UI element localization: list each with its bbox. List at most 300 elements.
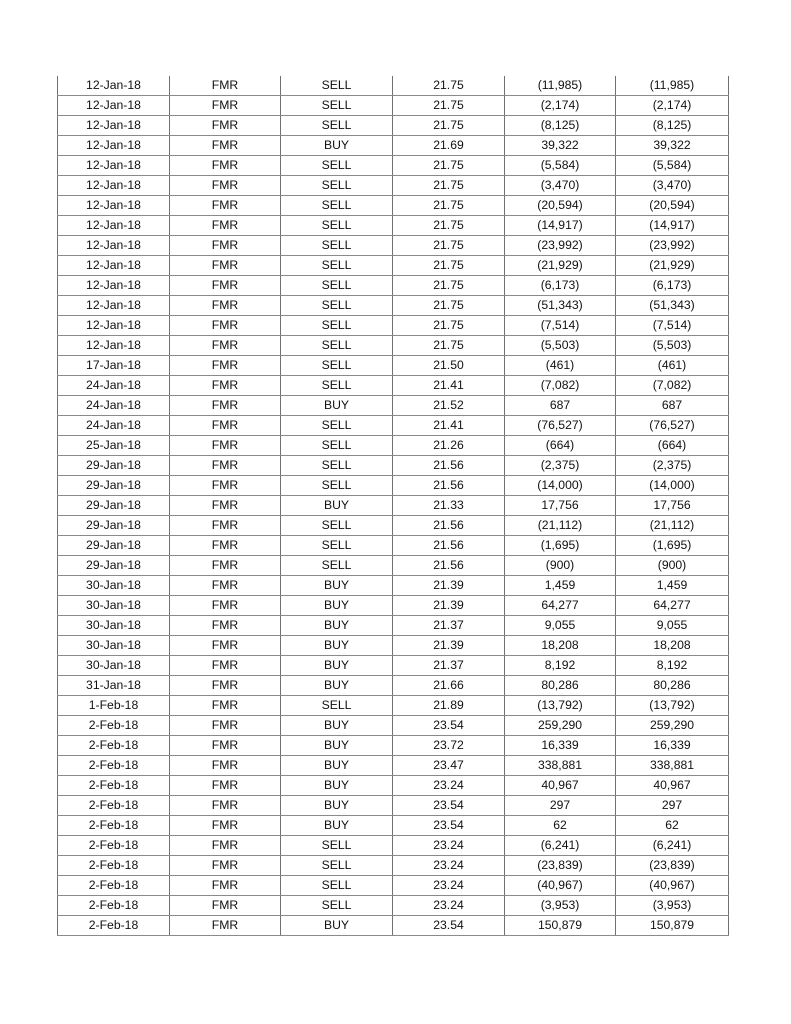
table-row <box>58 156 729 176</box>
table-row <box>58 376 729 396</box>
action-cell: SELL <box>281 556 393 576</box>
table-row <box>58 716 729 736</box>
net-shares-cell: (21,929) <box>616 256 729 276</box>
net-shares-cell: (664) <box>616 436 729 456</box>
action-cell: SELL <box>281 156 393 176</box>
holder-cell: FMR <box>170 876 281 896</box>
holder-cell: FMR <box>170 696 281 716</box>
net-shares-cell: (14,000) <box>616 476 729 496</box>
date-cell: 2-Feb-18 <box>58 776 170 796</box>
shares-cell: (6,241) <box>505 836 616 856</box>
action-cell: SELL <box>281 296 393 316</box>
date-cell: 29-Jan-18 <box>58 456 170 476</box>
price-cell: 21.75 <box>393 216 505 236</box>
shares-cell: (2,375) <box>505 456 616 476</box>
action-cell: SELL <box>281 336 393 356</box>
price-cell: 23.24 <box>393 776 505 796</box>
date-cell: 2-Feb-18 <box>58 876 170 896</box>
shares-cell: 64,277 <box>505 596 616 616</box>
shares-cell: 40,967 <box>505 776 616 796</box>
date-cell: 31-Jan-18 <box>58 676 170 696</box>
holder-cell: FMR <box>170 216 281 236</box>
date-cell: 24-Jan-18 <box>58 376 170 396</box>
table-row <box>58 276 729 296</box>
shares-cell: (21,929) <box>505 256 616 276</box>
action-cell: BUY <box>281 776 393 796</box>
date-cell: 2-Feb-18 <box>58 736 170 756</box>
table-row <box>58 336 729 356</box>
holder-cell: FMR <box>170 136 281 156</box>
action-cell: BUY <box>281 496 393 516</box>
action-cell: BUY <box>281 616 393 636</box>
net-shares-cell: (13,792) <box>616 696 729 716</box>
holder-cell: FMR <box>170 656 281 676</box>
price-cell: 21.75 <box>393 316 505 336</box>
shares-cell: (23,992) <box>505 236 616 256</box>
action-cell: SELL <box>281 696 393 716</box>
date-cell: 2-Feb-18 <box>58 756 170 776</box>
net-shares-cell: 17,756 <box>616 496 729 516</box>
shares-cell: 1,459 <box>505 576 616 596</box>
price-cell: 21.41 <box>393 416 505 436</box>
holder-cell: FMR <box>170 736 281 756</box>
date-cell: 12-Jan-18 <box>58 236 170 256</box>
shares-cell: (14,000) <box>505 476 616 496</box>
price-cell: 23.54 <box>393 796 505 816</box>
holder-cell: FMR <box>170 716 281 736</box>
table-row <box>58 856 729 876</box>
table-row <box>58 816 729 836</box>
date-cell: 2-Feb-18 <box>58 836 170 856</box>
action-cell: SELL <box>281 96 393 116</box>
date-cell: 12-Jan-18 <box>58 156 170 176</box>
price-cell: 21.75 <box>393 236 505 256</box>
price-cell: 21.39 <box>393 596 505 616</box>
action-cell: SELL <box>281 376 393 396</box>
price-cell: 21.56 <box>393 556 505 576</box>
table-row <box>58 556 729 576</box>
holder-cell: FMR <box>170 156 281 176</box>
shares-cell: (14,917) <box>505 216 616 236</box>
holder-cell: FMR <box>170 356 281 376</box>
net-shares-cell: 150,879 <box>616 916 729 936</box>
date-cell: 30-Jan-18 <box>58 576 170 596</box>
shares-cell: 150,879 <box>505 916 616 936</box>
action-cell: BUY <box>281 136 393 156</box>
price-cell: 21.66 <box>393 676 505 696</box>
action-cell: BUY <box>281 636 393 656</box>
shares-cell: 687 <box>505 396 616 416</box>
trade-table <box>57 76 729 936</box>
price-cell: 21.56 <box>393 456 505 476</box>
net-shares-cell: 62 <box>616 816 729 836</box>
table-row <box>58 596 729 616</box>
table-row <box>58 796 729 816</box>
table-row <box>58 96 729 116</box>
shares-cell: 18,208 <box>505 636 616 656</box>
action-cell: SELL <box>281 216 393 236</box>
price-cell: 21.56 <box>393 476 505 496</box>
date-cell: 2-Feb-18 <box>58 716 170 736</box>
price-cell: 21.75 <box>393 76 505 96</box>
net-shares-cell: 8,192 <box>616 656 729 676</box>
net-shares-cell: (5,584) <box>616 156 729 176</box>
date-cell: 17-Jan-18 <box>58 356 170 376</box>
shares-cell: (3,953) <box>505 896 616 916</box>
shares-cell: (8,125) <box>505 116 616 136</box>
table-row <box>58 296 729 316</box>
holder-cell: FMR <box>170 816 281 836</box>
action-cell: BUY <box>281 916 393 936</box>
date-cell: 12-Jan-18 <box>58 96 170 116</box>
shares-cell: (51,343) <box>505 296 616 316</box>
shares-cell: (40,967) <box>505 876 616 896</box>
price-cell: 21.75 <box>393 296 505 316</box>
net-shares-cell: 9,055 <box>616 616 729 636</box>
action-cell: BUY <box>281 676 393 696</box>
date-cell: 12-Jan-18 <box>58 196 170 216</box>
shares-cell: (5,503) <box>505 336 616 356</box>
action-cell: SELL <box>281 316 393 336</box>
date-cell: 25-Jan-18 <box>58 436 170 456</box>
price-cell: 21.89 <box>393 696 505 716</box>
table-row <box>58 396 729 416</box>
date-cell: 29-Jan-18 <box>58 516 170 536</box>
net-shares-cell: (40,967) <box>616 876 729 896</box>
action-cell: SELL <box>281 536 393 556</box>
shares-cell: (1,695) <box>505 536 616 556</box>
holder-cell: FMR <box>170 76 281 96</box>
net-shares-cell: (23,839) <box>616 856 729 876</box>
table-row <box>58 256 729 276</box>
net-shares-cell: (2,375) <box>616 456 729 476</box>
net-shares-cell: (23,992) <box>616 236 729 256</box>
action-cell: SELL <box>281 256 393 276</box>
net-shares-cell: (2,174) <box>616 96 729 116</box>
shares-cell: (21,112) <box>505 516 616 536</box>
net-shares-cell: (76,527) <box>616 416 729 436</box>
date-cell: 30-Jan-18 <box>58 656 170 676</box>
table-row <box>58 476 729 496</box>
date-cell: 12-Jan-18 <box>58 76 170 96</box>
table-row <box>58 636 729 656</box>
price-cell: 21.75 <box>393 116 505 136</box>
table-row <box>58 676 729 696</box>
net-shares-cell: 259,290 <box>616 716 729 736</box>
price-cell: 21.75 <box>393 156 505 176</box>
holder-cell: FMR <box>170 536 281 556</box>
action-cell: SELL <box>281 876 393 896</box>
net-shares-cell: (900) <box>616 556 729 576</box>
action-cell: SELL <box>281 436 393 456</box>
table-row <box>58 176 729 196</box>
holder-cell: FMR <box>170 176 281 196</box>
net-shares-cell: 64,277 <box>616 596 729 616</box>
net-shares-cell: (3,470) <box>616 176 729 196</box>
net-shares-cell: (51,343) <box>616 296 729 316</box>
holder-cell: FMR <box>170 296 281 316</box>
shares-cell: (76,527) <box>505 416 616 436</box>
holder-cell: FMR <box>170 896 281 916</box>
price-cell: 21.26 <box>393 436 505 456</box>
price-cell: 21.37 <box>393 616 505 636</box>
holder-cell: FMR <box>170 856 281 876</box>
table-row <box>58 876 729 896</box>
price-cell: 21.52 <box>393 396 505 416</box>
shares-cell: 17,756 <box>505 496 616 516</box>
trade-table-body <box>58 76 729 936</box>
date-cell: 12-Jan-18 <box>58 216 170 236</box>
price-cell: 23.54 <box>393 916 505 936</box>
holder-cell: FMR <box>170 916 281 936</box>
net-shares-cell: 18,208 <box>616 636 729 656</box>
shares-cell: 9,055 <box>505 616 616 636</box>
table-row <box>58 756 729 776</box>
action-cell: BUY <box>281 756 393 776</box>
shares-cell: (900) <box>505 556 616 576</box>
date-cell: 2-Feb-18 <box>58 816 170 836</box>
holder-cell: FMR <box>170 516 281 536</box>
price-cell: 21.69 <box>393 136 505 156</box>
shares-cell: 62 <box>505 816 616 836</box>
date-cell: 24-Jan-18 <box>58 396 170 416</box>
price-cell: 23.24 <box>393 856 505 876</box>
net-shares-cell: (11,985) <box>616 76 729 96</box>
date-cell: 30-Jan-18 <box>58 616 170 636</box>
price-cell: 21.41 <box>393 376 505 396</box>
holder-cell: FMR <box>170 196 281 216</box>
price-cell: 23.72 <box>393 736 505 756</box>
date-cell: 2-Feb-18 <box>58 916 170 936</box>
date-cell: 12-Jan-18 <box>58 136 170 156</box>
net-shares-cell: 39,322 <box>616 136 729 156</box>
table-row <box>58 916 729 936</box>
date-cell: 12-Jan-18 <box>58 276 170 296</box>
holder-cell: FMR <box>170 576 281 596</box>
holder-cell: FMR <box>170 796 281 816</box>
holder-cell: FMR <box>170 556 281 576</box>
action-cell: BUY <box>281 396 393 416</box>
action-cell: SELL <box>281 116 393 136</box>
net-shares-cell: (3,953) <box>616 896 729 916</box>
price-cell: 21.39 <box>393 576 505 596</box>
table-row <box>58 436 729 456</box>
table-row <box>58 136 729 156</box>
date-cell: 29-Jan-18 <box>58 496 170 516</box>
net-shares-cell: 338,881 <box>616 756 729 776</box>
price-cell: 21.39 <box>393 636 505 656</box>
table-row <box>58 236 729 256</box>
table-row <box>58 416 729 436</box>
date-cell: 12-Jan-18 <box>58 316 170 336</box>
shares-cell: 297 <box>505 796 616 816</box>
price-cell: 23.24 <box>393 836 505 856</box>
action-cell: BUY <box>281 816 393 836</box>
date-cell: 12-Jan-18 <box>58 296 170 316</box>
price-cell: 21.75 <box>393 96 505 116</box>
shares-cell: (5,584) <box>505 156 616 176</box>
action-cell: SELL <box>281 856 393 876</box>
action-cell: BUY <box>281 716 393 736</box>
price-cell: 23.24 <box>393 876 505 896</box>
net-shares-cell: 1,459 <box>616 576 729 596</box>
net-shares-cell: (7,514) <box>616 316 729 336</box>
price-cell: 21.75 <box>393 176 505 196</box>
net-shares-cell: (1,695) <box>616 536 729 556</box>
table-row <box>58 836 729 856</box>
net-shares-cell: (6,173) <box>616 276 729 296</box>
price-cell: 23.54 <box>393 716 505 736</box>
shares-cell: (664) <box>505 436 616 456</box>
action-cell: BUY <box>281 796 393 816</box>
action-cell: SELL <box>281 456 393 476</box>
net-shares-cell: (461) <box>616 356 729 376</box>
table-row <box>58 576 729 596</box>
price-cell: 21.56 <box>393 516 505 536</box>
net-shares-cell: 16,339 <box>616 736 729 756</box>
action-cell: SELL <box>281 836 393 856</box>
holder-cell: FMR <box>170 316 281 336</box>
holder-cell: FMR <box>170 116 281 136</box>
table-row <box>58 456 729 476</box>
table-row <box>58 316 729 336</box>
net-shares-cell: (14,917) <box>616 216 729 236</box>
shares-cell: 8,192 <box>505 656 616 676</box>
action-cell: SELL <box>281 196 393 216</box>
date-cell: 12-Jan-18 <box>58 176 170 196</box>
holder-cell: FMR <box>170 256 281 276</box>
shares-cell: (20,594) <box>505 196 616 216</box>
net-shares-cell: 40,967 <box>616 776 729 796</box>
shares-cell: 259,290 <box>505 716 616 736</box>
price-cell: 23.54 <box>393 816 505 836</box>
action-cell: SELL <box>281 476 393 496</box>
net-shares-cell: (7,082) <box>616 376 729 396</box>
table-row <box>58 116 729 136</box>
shares-cell: (6,173) <box>505 276 616 296</box>
date-cell: 30-Jan-18 <box>58 596 170 616</box>
holder-cell: FMR <box>170 636 281 656</box>
table-row <box>58 736 729 756</box>
price-cell: 23.24 <box>393 896 505 916</box>
table-row <box>58 216 729 236</box>
date-cell: 2-Feb-18 <box>58 896 170 916</box>
holder-cell: FMR <box>170 616 281 636</box>
table-row <box>58 536 729 556</box>
date-cell: 30-Jan-18 <box>58 636 170 656</box>
action-cell: SELL <box>281 236 393 256</box>
shares-cell: (7,514) <box>505 316 616 336</box>
holder-cell: FMR <box>170 436 281 456</box>
table-row <box>58 76 729 96</box>
net-shares-cell: (5,503) <box>616 336 729 356</box>
price-cell: 21.50 <box>393 356 505 376</box>
shares-cell: (2,174) <box>505 96 616 116</box>
holder-cell: FMR <box>170 596 281 616</box>
action-cell: SELL <box>281 76 393 96</box>
holder-cell: FMR <box>170 416 281 436</box>
action-cell: SELL <box>281 896 393 916</box>
date-cell: 2-Feb-18 <box>58 796 170 816</box>
holder-cell: FMR <box>170 496 281 516</box>
net-shares-cell: 687 <box>616 396 729 416</box>
date-cell: 12-Jan-18 <box>58 256 170 276</box>
action-cell: BUY <box>281 596 393 616</box>
holder-cell: FMR <box>170 276 281 296</box>
shares-cell: (11,985) <box>505 76 616 96</box>
table-row <box>58 896 729 916</box>
price-cell: 21.75 <box>393 256 505 276</box>
table-row <box>58 516 729 536</box>
holder-cell: FMR <box>170 676 281 696</box>
net-shares-cell: 297 <box>616 796 729 816</box>
action-cell: SELL <box>281 516 393 536</box>
action-cell: SELL <box>281 416 393 436</box>
date-cell: 24-Jan-18 <box>58 416 170 436</box>
price-cell: 21.56 <box>393 536 505 556</box>
action-cell: SELL <box>281 356 393 376</box>
table-row <box>58 656 729 676</box>
date-cell: 1-Feb-18 <box>58 696 170 716</box>
price-cell: 21.75 <box>393 196 505 216</box>
shares-cell: 80,286 <box>505 676 616 696</box>
action-cell: BUY <box>281 736 393 756</box>
net-shares-cell: 80,286 <box>616 676 729 696</box>
shares-cell: 39,322 <box>505 136 616 156</box>
shares-cell: (461) <box>505 356 616 376</box>
table-row <box>58 496 729 516</box>
holder-cell: FMR <box>170 456 281 476</box>
date-cell: 29-Jan-18 <box>58 536 170 556</box>
date-cell: 2-Feb-18 <box>58 856 170 876</box>
table-row <box>58 776 729 796</box>
table-row <box>58 356 729 376</box>
holder-cell: FMR <box>170 376 281 396</box>
date-cell: 12-Jan-18 <box>58 336 170 356</box>
table-row <box>58 616 729 636</box>
holder-cell: FMR <box>170 836 281 856</box>
price-cell: 21.33 <box>393 496 505 516</box>
price-cell: 21.37 <box>393 656 505 676</box>
price-cell: 23.47 <box>393 756 505 776</box>
holder-cell: FMR <box>170 236 281 256</box>
table-row <box>58 196 729 216</box>
holder-cell: FMR <box>170 756 281 776</box>
holder-cell: FMR <box>170 336 281 356</box>
action-cell: SELL <box>281 276 393 296</box>
holder-cell: FMR <box>170 776 281 796</box>
net-shares-cell: (8,125) <box>616 116 729 136</box>
shares-cell: (7,082) <box>505 376 616 396</box>
shares-cell: (13,792) <box>505 696 616 716</box>
net-shares-cell: (21,112) <box>616 516 729 536</box>
holder-cell: FMR <box>170 396 281 416</box>
action-cell: SELL <box>281 176 393 196</box>
holder-cell: FMR <box>170 96 281 116</box>
date-cell: 29-Jan-18 <box>58 556 170 576</box>
shares-cell: (3,470) <box>505 176 616 196</box>
price-cell: 21.75 <box>393 276 505 296</box>
action-cell: BUY <box>281 576 393 596</box>
holder-cell: FMR <box>170 476 281 496</box>
net-shares-cell: (20,594) <box>616 196 729 216</box>
shares-cell: (23,839) <box>505 856 616 876</box>
table-row <box>58 696 729 716</box>
price-cell: 21.75 <box>393 336 505 356</box>
net-shares-cell: (6,241) <box>616 836 729 856</box>
date-cell: 12-Jan-18 <box>58 116 170 136</box>
date-cell: 29-Jan-18 <box>58 476 170 496</box>
